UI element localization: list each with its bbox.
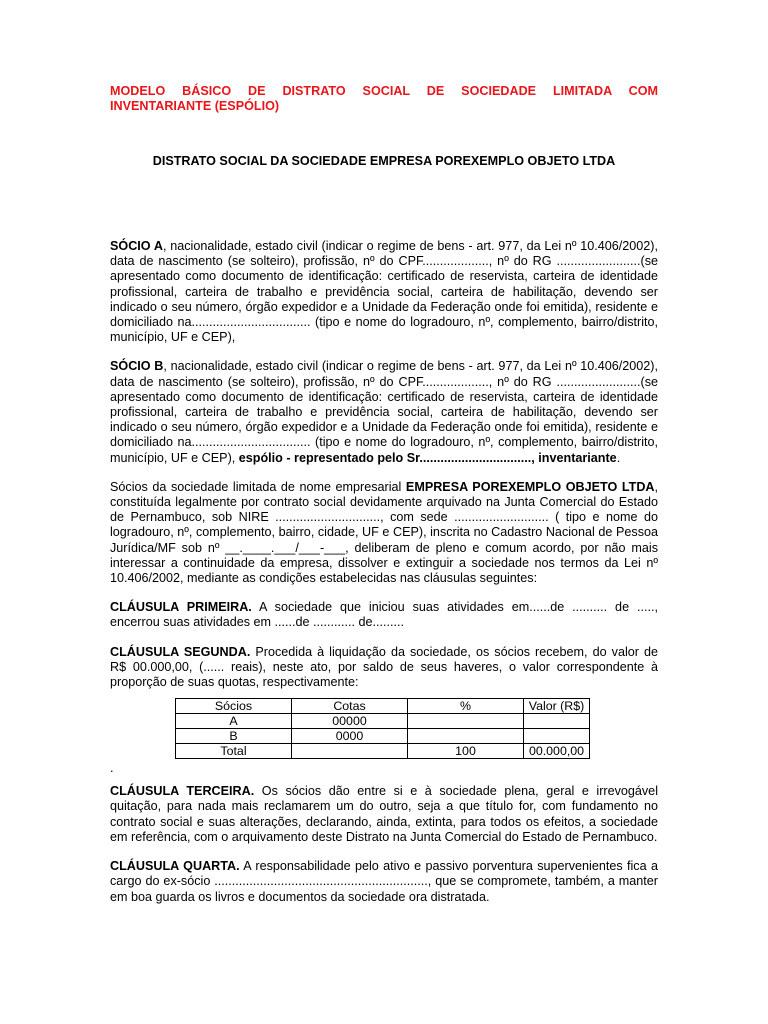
clausula-primeira-label: CLÁUSULA PRIMEIRA. bbox=[110, 600, 252, 615]
clausula-primeira bbox=[110, 600, 658, 630]
document-heading-line2: INVENTARIANTE (ESPÓLIO) bbox=[110, 99, 280, 113]
socio-a-paragraph bbox=[110, 239, 658, 345]
clausula-segunda-label: CLÁUSULA SEGUNDA. bbox=[110, 644, 251, 659]
clausula-terceira-label: CLÁUSULA TERCEIRA. bbox=[110, 784, 255, 799]
clausula-segunda-text: Procedida à liquidação da sociedade, os sócios recebem, do valor de R$ 00.000,00, (...... reais), neste ato, por saldo de seus haveres, o valor correspondente à proporção de suas quotas, respectivamente: bbox=[110, 644, 659, 690]
socio-b-end: . bbox=[616, 450, 621, 465]
table-cell: 0000 bbox=[292, 729, 408, 744]
table-cell bbox=[524, 714, 590, 729]
document-heading-line1: MODELO BÁSICO DE DISTRATO SOCIAL DE SOCIEDADE LIMITADA COM bbox=[110, 84, 658, 98]
table-header-row bbox=[176, 699, 590, 714]
intro-pre: Sócios da sociedade limitada de nome empresarial bbox=[110, 479, 406, 494]
table-row bbox=[176, 744, 590, 759]
document-page bbox=[110, 84, 658, 905]
socio-b-espolio: espólio - representado pelo Sr................................, inventariante bbox=[238, 450, 617, 465]
table-cell: B bbox=[176, 729, 292, 744]
table-header: % bbox=[408, 699, 524, 714]
table-row bbox=[176, 714, 590, 729]
table-cell: 00.000,00 bbox=[524, 744, 590, 759]
clausula-segunda bbox=[110, 645, 658, 691]
table-cell bbox=[524, 729, 590, 744]
table-header: Sócios bbox=[176, 699, 292, 714]
clausula-terceira-text: Os sócios dão entre si e à sociedade plena, geral e irrevogável quitação, para nada mais reclamarem um do outro, seja a que título for, com fundamento no contrato social e suas alterações, declarando, ainda, extinta, para todos os efeitos, a sociedade em referência, com o arquivamento deste Distrato na Junta Comercial do Estado de Pernambuco. bbox=[110, 784, 658, 844]
socio-a-text: , nacionalidade, estado civil (indicar o regime de bens - art. 977, da Lei nº 10.406/2002), data de nascimento (se solteiro), profissão, nº do CPF..................., nº do RG ........................(se apresentado como documento de identificação: certificado de reservista, carteira de identidade profissional, carteira de trabalho e previdência social, carteira de habilitação, devendo ser indicado o seu número, órgão expedidor e a Unidade da Federação onde foi emitida), residente e domiciliado na.................................. (tipo e nome do logradouro, nº, complemento, bairro/distrito, município, UF e CEP), bbox=[110, 239, 658, 345]
intro-paragraph bbox=[110, 480, 658, 586]
table-row bbox=[176, 729, 590, 744]
socio-a-label: SÓCIO A bbox=[110, 239, 163, 253]
table-header: Valor (R$) bbox=[524, 699, 590, 714]
clausula-quarta bbox=[110, 859, 658, 905]
table-header: Cotas bbox=[292, 699, 408, 714]
table-cell: 100 bbox=[408, 744, 524, 759]
socio-b-text: , nacionalidade, estado civil (indicar o regime de bens - art. 977, da Lei nº 10.406/2002), data de nascimento (se solteiro), profissão, nº do CPF..................., nº do RG ........................(se apresentado como documento de identificação: certificado de reservista, carteira de identidade profissional, carteira de trabalho e previdência social, carteira de habilitação, devendo ser indicado o seu número, órgão expedidor e a Unidade da Federação onde foi emitida), residente e domiciliado na.................................. (tipo e nome do logradouro, nº, complemento, bairro/distrito, município, UF e CEP), bbox=[110, 359, 658, 465]
table-cell: A bbox=[176, 714, 292, 729]
clausula-quarta-text: A responsabilidade pelo ativo e passivo porventura supervenientes fica a cargo do ex-sócio ............................................................., que se compromete, também, a manter em boa guarda os livros e documentos da sociedade ora distratada. bbox=[110, 859, 658, 904]
table-cell bbox=[292, 744, 408, 759]
table-cell bbox=[408, 729, 524, 744]
clausula-primeira-text: A sociedade que iniciou suas atividades em......de .......... de ....., encerrou suas atividades em ......de ............ de......... bbox=[110, 600, 658, 630]
clausula-quarta-label: CLÁUSULA QUARTA. bbox=[110, 859, 240, 874]
intro-text: , constituída legalmente por contrato social devidamente arquivado na Junta Comercial do Estado de Pernambuco, sob NIRE .............................., com sede ........................... ( tipo e nome do logradouro, nº, complemento, bairro, cidade, UF e CEP), inscrita no Cadastro Nacional de Pessoa Jurídica/MF sob nº __.____.___/___-___, deliberam de pleno e comum acordo, por não mais interessar a continuidade da empresa, dissolver e extinguir a sociedade nos termos da Lei nº 10.406/2002, mediante as condições estabelecidas nas cláusulas seguintes: bbox=[110, 479, 659, 586]
socio-b-paragraph bbox=[110, 359, 658, 465]
table-cell bbox=[408, 714, 524, 729]
stray-dot: . bbox=[110, 761, 114, 776]
company-name: EMPRESA POREXEMPLO OBJETO LTDA bbox=[405, 479, 655, 494]
clausula-terceira bbox=[110, 784, 658, 845]
contract-title: DISTRATO SOCIAL DA SOCIEDADE EMPRESA POREXEMPLO OBJETO LTDA bbox=[152, 154, 616, 168]
document-heading bbox=[110, 84, 658, 114]
table-cell: 00000 bbox=[292, 714, 408, 729]
socio-b-label: SÓCIO B bbox=[110, 359, 164, 374]
quota-table bbox=[175, 698, 590, 759]
table-cell: Total bbox=[176, 744, 292, 759]
